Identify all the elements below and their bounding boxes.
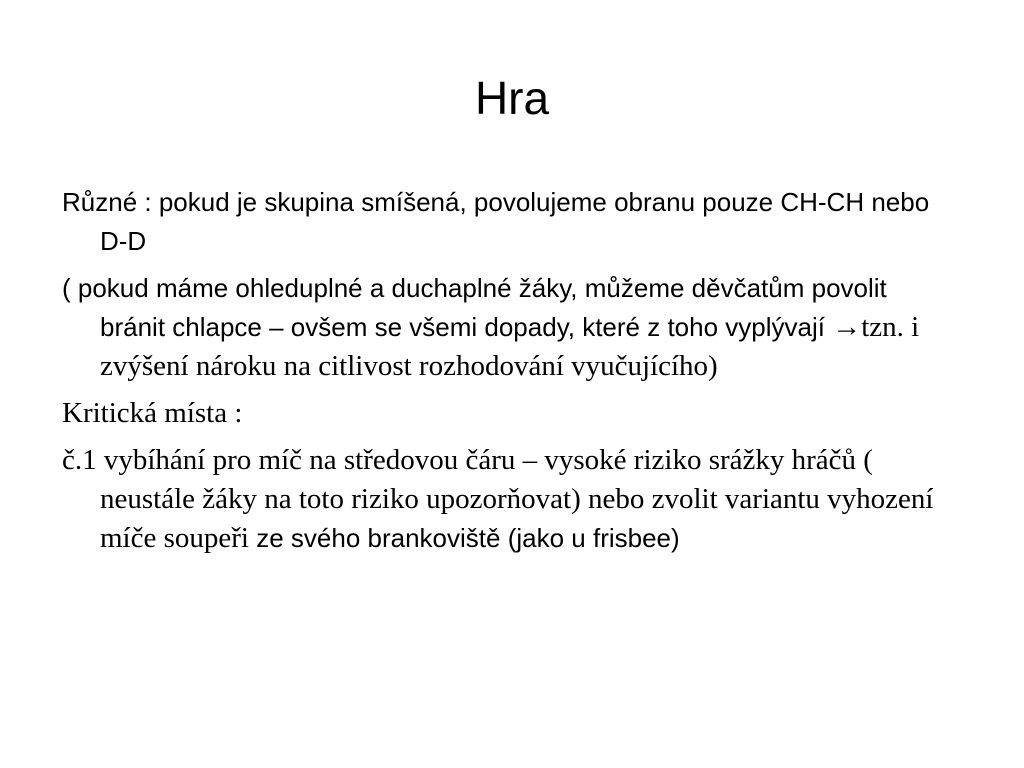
slide-title: Hra [474, 72, 550, 124]
paragraph-ruzne [62, 183, 942, 261]
paragraph-kriticka-mista-text: Kritická místa : [62, 397, 243, 429]
paragraph-pokud-mame-text-sans: ( pokud máme ohleduplné a duchaplné žáky, můžeme děvčatům povolit bránit chlapce – ovšem se všemi dopady, které z toho vyplývají [62, 273, 887, 342]
paragraph-c1-text-sans: ze svého brankoviště (jako u frisbee) [256, 523, 680, 553]
paragraph-pokud-mame [62, 269, 942, 386]
paragraph-c1-text-serif: č.1 vybíhání pro míč na středovou čáru – vysoké riziko srážky hráčů ( neustále žáky na toto riziko upozorňovat) nebo zvolit variantu vyhození míče soupeři [62, 444, 934, 554]
paragraph-ruzne-text: Různé : pokud je skupina smíšená, povolujeme obranu pouze CH-CH nebo D-D [62, 187, 930, 256]
paragraph-pokud-mame-text-serif: →tzn. i zvýšení nároku na citlivost rozhodování vyučujícího) [100, 311, 920, 382]
paragraph-c1 [62, 441, 942, 558]
slide-body [62, 183, 942, 566]
paragraph-kriticka-mista [62, 394, 942, 433]
